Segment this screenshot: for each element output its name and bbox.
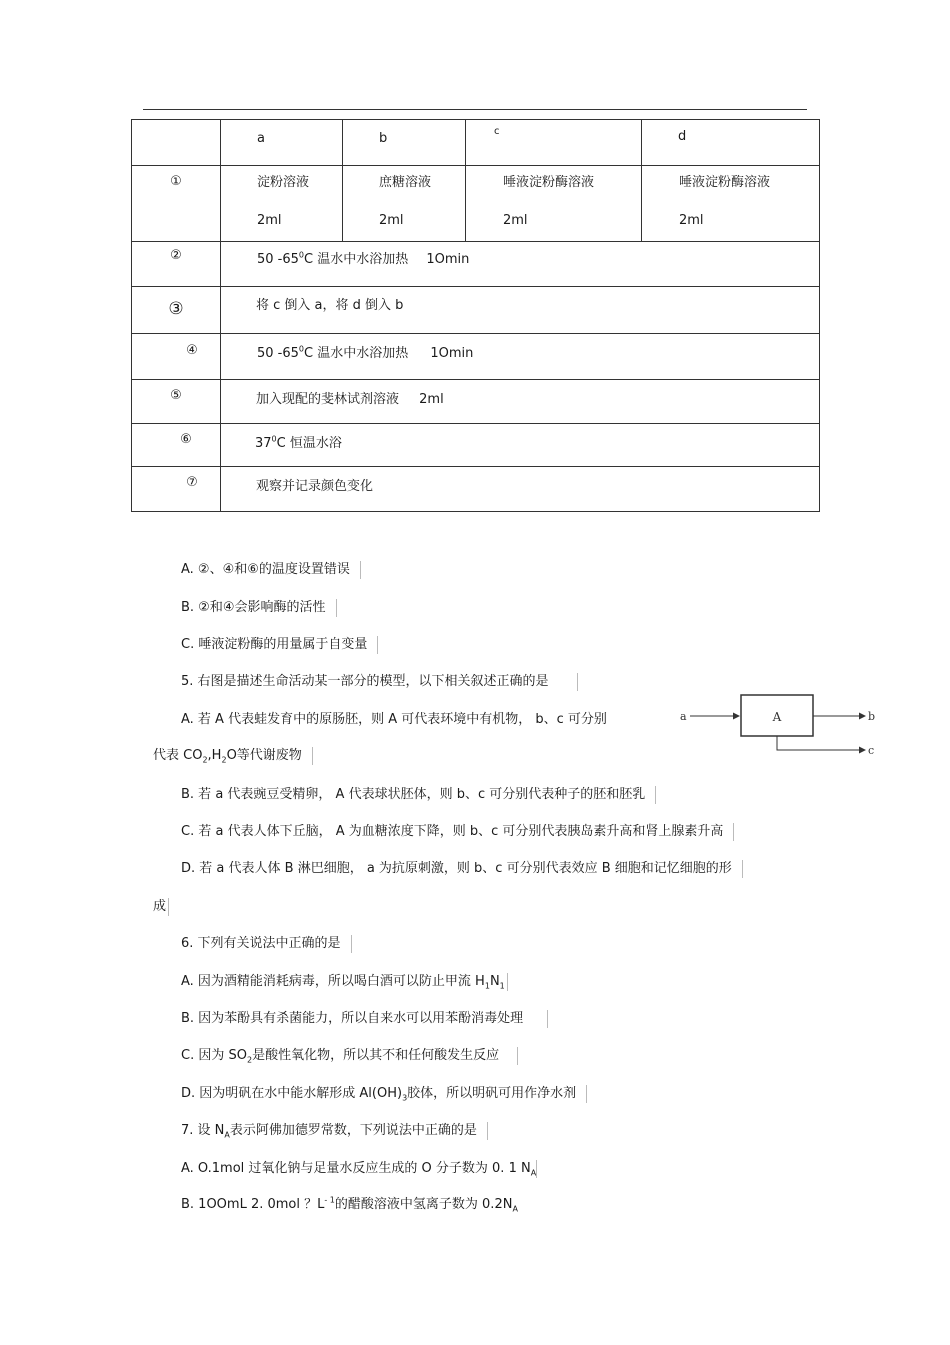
step-label: ① bbox=[132, 166, 221, 242]
solution-name: 唾液淀粉酶溶液 bbox=[503, 175, 595, 190]
step-content: 50 $-65^0C$ 温水中水浴加热 1Omin bbox=[221, 334, 820, 380]
cell-b bbox=[343, 166, 466, 242]
step-content: $37^0C$ 恒温水浴 bbox=[221, 424, 820, 467]
q4-option-c: C. 唾液淀粉酶的用量属于自变量 bbox=[181, 633, 378, 654]
q6-option-a: A. 因为酒精能消耗病毒，所以喝白酒可以防止甲流 $H_1N_1$ bbox=[181, 970, 508, 991]
q5-option-c: C. 若 a 代表人体下丘脑， A 为血糖浓度下降，则 b、c 可分别代表胰岛素升高和肾上腺素升高 bbox=[181, 820, 734, 841]
cell-c bbox=[466, 166, 642, 242]
solution-name: 淀粉溶液 bbox=[257, 175, 310, 190]
experiment-table bbox=[131, 119, 820, 512]
diagram-input-label: a bbox=[680, 710, 687, 723]
q5-stem: 5. 右图是描述生命活动某一部分的模型，以下相关叙述正确的是 bbox=[181, 670, 578, 691]
step-label: ⑦ bbox=[132, 467, 221, 512]
q7-option-b: B. 1OOmL 2. 0mol ？$L^{- 1}$的醋酸溶液中氢离子数为 $0.2N_A$ bbox=[181, 1195, 518, 1214]
q7-stem: 7. 设 $N_A$表示阿佛加德罗常数，下列说法中正确的是 bbox=[181, 1119, 488, 1140]
q6-option-b: B. 因为苯酚具有杀菌能力，所以自来水可以用苯酚消毒处理 bbox=[181, 1007, 548, 1028]
step-label: ② bbox=[132, 242, 221, 287]
diagram-output-c: c bbox=[868, 744, 875, 757]
q5-option-a-cont: 代表 $CO_2,H_2O$等代谢废物 bbox=[153, 744, 313, 765]
step-label: ⑤ bbox=[132, 380, 221, 424]
solution-amount: 2ml bbox=[503, 213, 528, 228]
q6-stem: 6. 下列有关说法中正确的是 bbox=[181, 932, 352, 953]
q5-option-d-cont: 成 bbox=[153, 895, 169, 916]
q5-option-b: B. 若 a 代表豌豆受精卵， A 代表球状胚体，则 b、c 可分别代表种子的胚和胚乳 bbox=[181, 783, 656, 804]
table-row bbox=[132, 166, 820, 242]
table-row bbox=[132, 380, 820, 424]
table-row bbox=[132, 467, 820, 512]
table-row bbox=[132, 334, 820, 380]
step-content: 将 c 倒入 a，将 d 倒入 b bbox=[221, 287, 820, 334]
table-row bbox=[132, 242, 820, 287]
step-content: 50 $-65^0C$ 温水中水浴加热 1Omin bbox=[221, 242, 820, 287]
step-label: ③ bbox=[132, 287, 221, 334]
model-diagram bbox=[678, 690, 878, 766]
diagram-box-label: A bbox=[772, 710, 782, 724]
header-d: d bbox=[642, 120, 820, 166]
q5-option-a: A. 若 A 代表蛙发育中的原肠胚，则 A 可代表环境中有机物， b、c 可分别 bbox=[181, 712, 607, 727]
step-label: ⑥ bbox=[132, 424, 221, 467]
q4-option-a: A. ②、④和⑥的温度设置错误 bbox=[181, 558, 361, 579]
cell-a bbox=[221, 166, 343, 242]
top-rule bbox=[143, 109, 807, 110]
q6-option-d: D. 因为明矾在水中能水解形成 $Al(OH)_3$胶体，所以明矾可用作净水剂 bbox=[181, 1082, 587, 1103]
header-a: a bbox=[221, 120, 343, 166]
header-c: c bbox=[466, 120, 642, 166]
step-label: ④ bbox=[132, 334, 221, 380]
q4-option-b: B. ②和④会影响酶的活性 bbox=[181, 596, 337, 617]
table-row bbox=[132, 424, 820, 467]
solution-amount: 2ml bbox=[379, 213, 404, 228]
header-b: b bbox=[343, 120, 466, 166]
q7-option-a: A. O.1mol 过氧化钠与足量水反应生成的 O 分子数为 0. 1 $N_A$ bbox=[181, 1161, 537, 1178]
q6-option-c: C. 因为 $SO_2$是酸性氧化物，所以其不和任何酸发生反应 bbox=[181, 1044, 518, 1065]
q5-option-d: D. 若 a 代表人体 B 淋巴细胞， a 为抗原刺激，则 b、c 可分别代表效应 B 细胞和记忆细胞的形 bbox=[181, 857, 743, 878]
step-content: 观察并记录颜色变化 bbox=[221, 467, 820, 512]
cell-d bbox=[642, 166, 820, 242]
diagram-output-b: b bbox=[868, 710, 876, 723]
output-arrow-c bbox=[777, 736, 865, 750]
solution-amount: 2ml bbox=[257, 213, 282, 228]
solution-amount: 2ml bbox=[679, 213, 704, 228]
table-row bbox=[132, 287, 820, 334]
step-content: 加入现配的斐林试剂溶液 2ml bbox=[221, 380, 820, 424]
solution-name: 庶糖溶液 bbox=[379, 175, 432, 190]
table-header-row bbox=[132, 120, 820, 166]
solution-name: 唾液淀粉酶溶液 bbox=[679, 175, 771, 190]
